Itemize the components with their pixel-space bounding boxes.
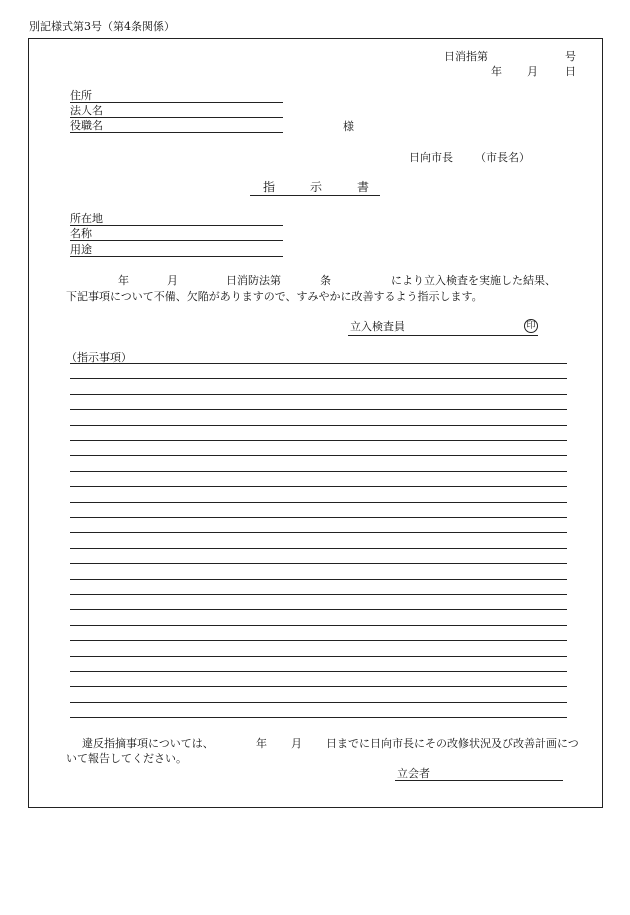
address-line — [70, 102, 283, 103]
title-char-3: 書 — [357, 180, 370, 194]
mayor-name: （市長名） — [475, 151, 530, 164]
footer-lead: 違反指摘事項については、 — [82, 737, 214, 750]
body-line2: 下記事項について不備、欠陥がありますので、すみやかに改善するよう指示します。 — [66, 290, 483, 303]
body-law-reference: 日消防法第 — [226, 274, 281, 287]
corporation-line — [70, 117, 283, 118]
instruction-rule-line — [70, 579, 567, 580]
instruction-rule-line — [70, 702, 567, 703]
witness-label: 立会者 — [397, 767, 430, 780]
mayor-label: 日向市長 — [409, 151, 453, 164]
instruction-rule-line — [70, 363, 567, 364]
doc-number-prefix: 日消指第 — [444, 50, 488, 63]
instruction-rule-line — [70, 425, 567, 426]
instruction-rule-line — [70, 394, 567, 395]
body-article: 条 — [320, 274, 331, 287]
title-char-2: 示 — [310, 180, 323, 194]
doc-number-suffix: 号 — [565, 50, 576, 63]
title-char-1: 指 — [263, 180, 276, 194]
position-label: 役職名 — [70, 119, 103, 132]
body-month: 月 — [167, 274, 178, 287]
instruction-rule-line — [70, 548, 567, 549]
instruction-rule-line — [70, 532, 567, 533]
body-year: 年 — [118, 274, 129, 287]
instructions-heading: （指示事項） — [66, 351, 132, 364]
footer-month: 月 — [291, 737, 302, 750]
instruction-rule-line — [70, 594, 567, 595]
footer-line2: いて報告してください。 — [66, 752, 187, 765]
position-line — [70, 132, 283, 133]
witness-line — [395, 780, 563, 781]
instruction-rule-line — [70, 409, 567, 410]
corporation-label: 法人名 — [70, 104, 103, 117]
honorific: 様 — [343, 120, 354, 133]
instruction-rule-line — [70, 502, 567, 503]
name-label: 名称 — [70, 227, 92, 240]
instruction-rule-line — [70, 455, 567, 456]
title-underline — [250, 195, 380, 196]
instruction-rule-line — [70, 471, 567, 472]
date-month: 月 — [527, 65, 538, 78]
use-label: 用途 — [70, 243, 92, 256]
instruction-rule-line — [70, 625, 567, 626]
date-year: 年 — [491, 65, 502, 78]
instruction-rule-line — [70, 656, 567, 657]
instruction-rule-line — [70, 440, 567, 441]
instruction-rule-line — [70, 717, 567, 718]
instruction-rule-line — [70, 563, 567, 564]
instruction-rule-line — [70, 517, 567, 518]
date-day: 日 — [565, 65, 576, 78]
instruction-rule-line — [70, 686, 567, 687]
location-label: 所在地 — [70, 212, 103, 225]
use-line — [70, 256, 283, 257]
inspector-line — [348, 335, 538, 336]
footer-tail: 日までに日向市長にその改修状況及び改善計画につ — [326, 737, 579, 750]
instruction-rule-line — [70, 640, 567, 641]
address-label: 住所 — [70, 89, 92, 102]
body-line1-tail: により立入検査を実施した結果、 — [391, 274, 556, 287]
inspector-seal: 印 — [524, 319, 538, 333]
instruction-rule-line — [70, 486, 567, 487]
instruction-rule-line — [70, 671, 567, 672]
inspector-label: 立入検査員 — [350, 320, 405, 333]
instruction-rule-line — [70, 378, 567, 379]
name-line — [70, 240, 283, 241]
form-label: 別記様式第3号（第4条関係） — [29, 20, 175, 33]
location-line — [70, 225, 283, 226]
instruction-rule-line — [70, 609, 567, 610]
footer-year: 年 — [256, 737, 267, 750]
